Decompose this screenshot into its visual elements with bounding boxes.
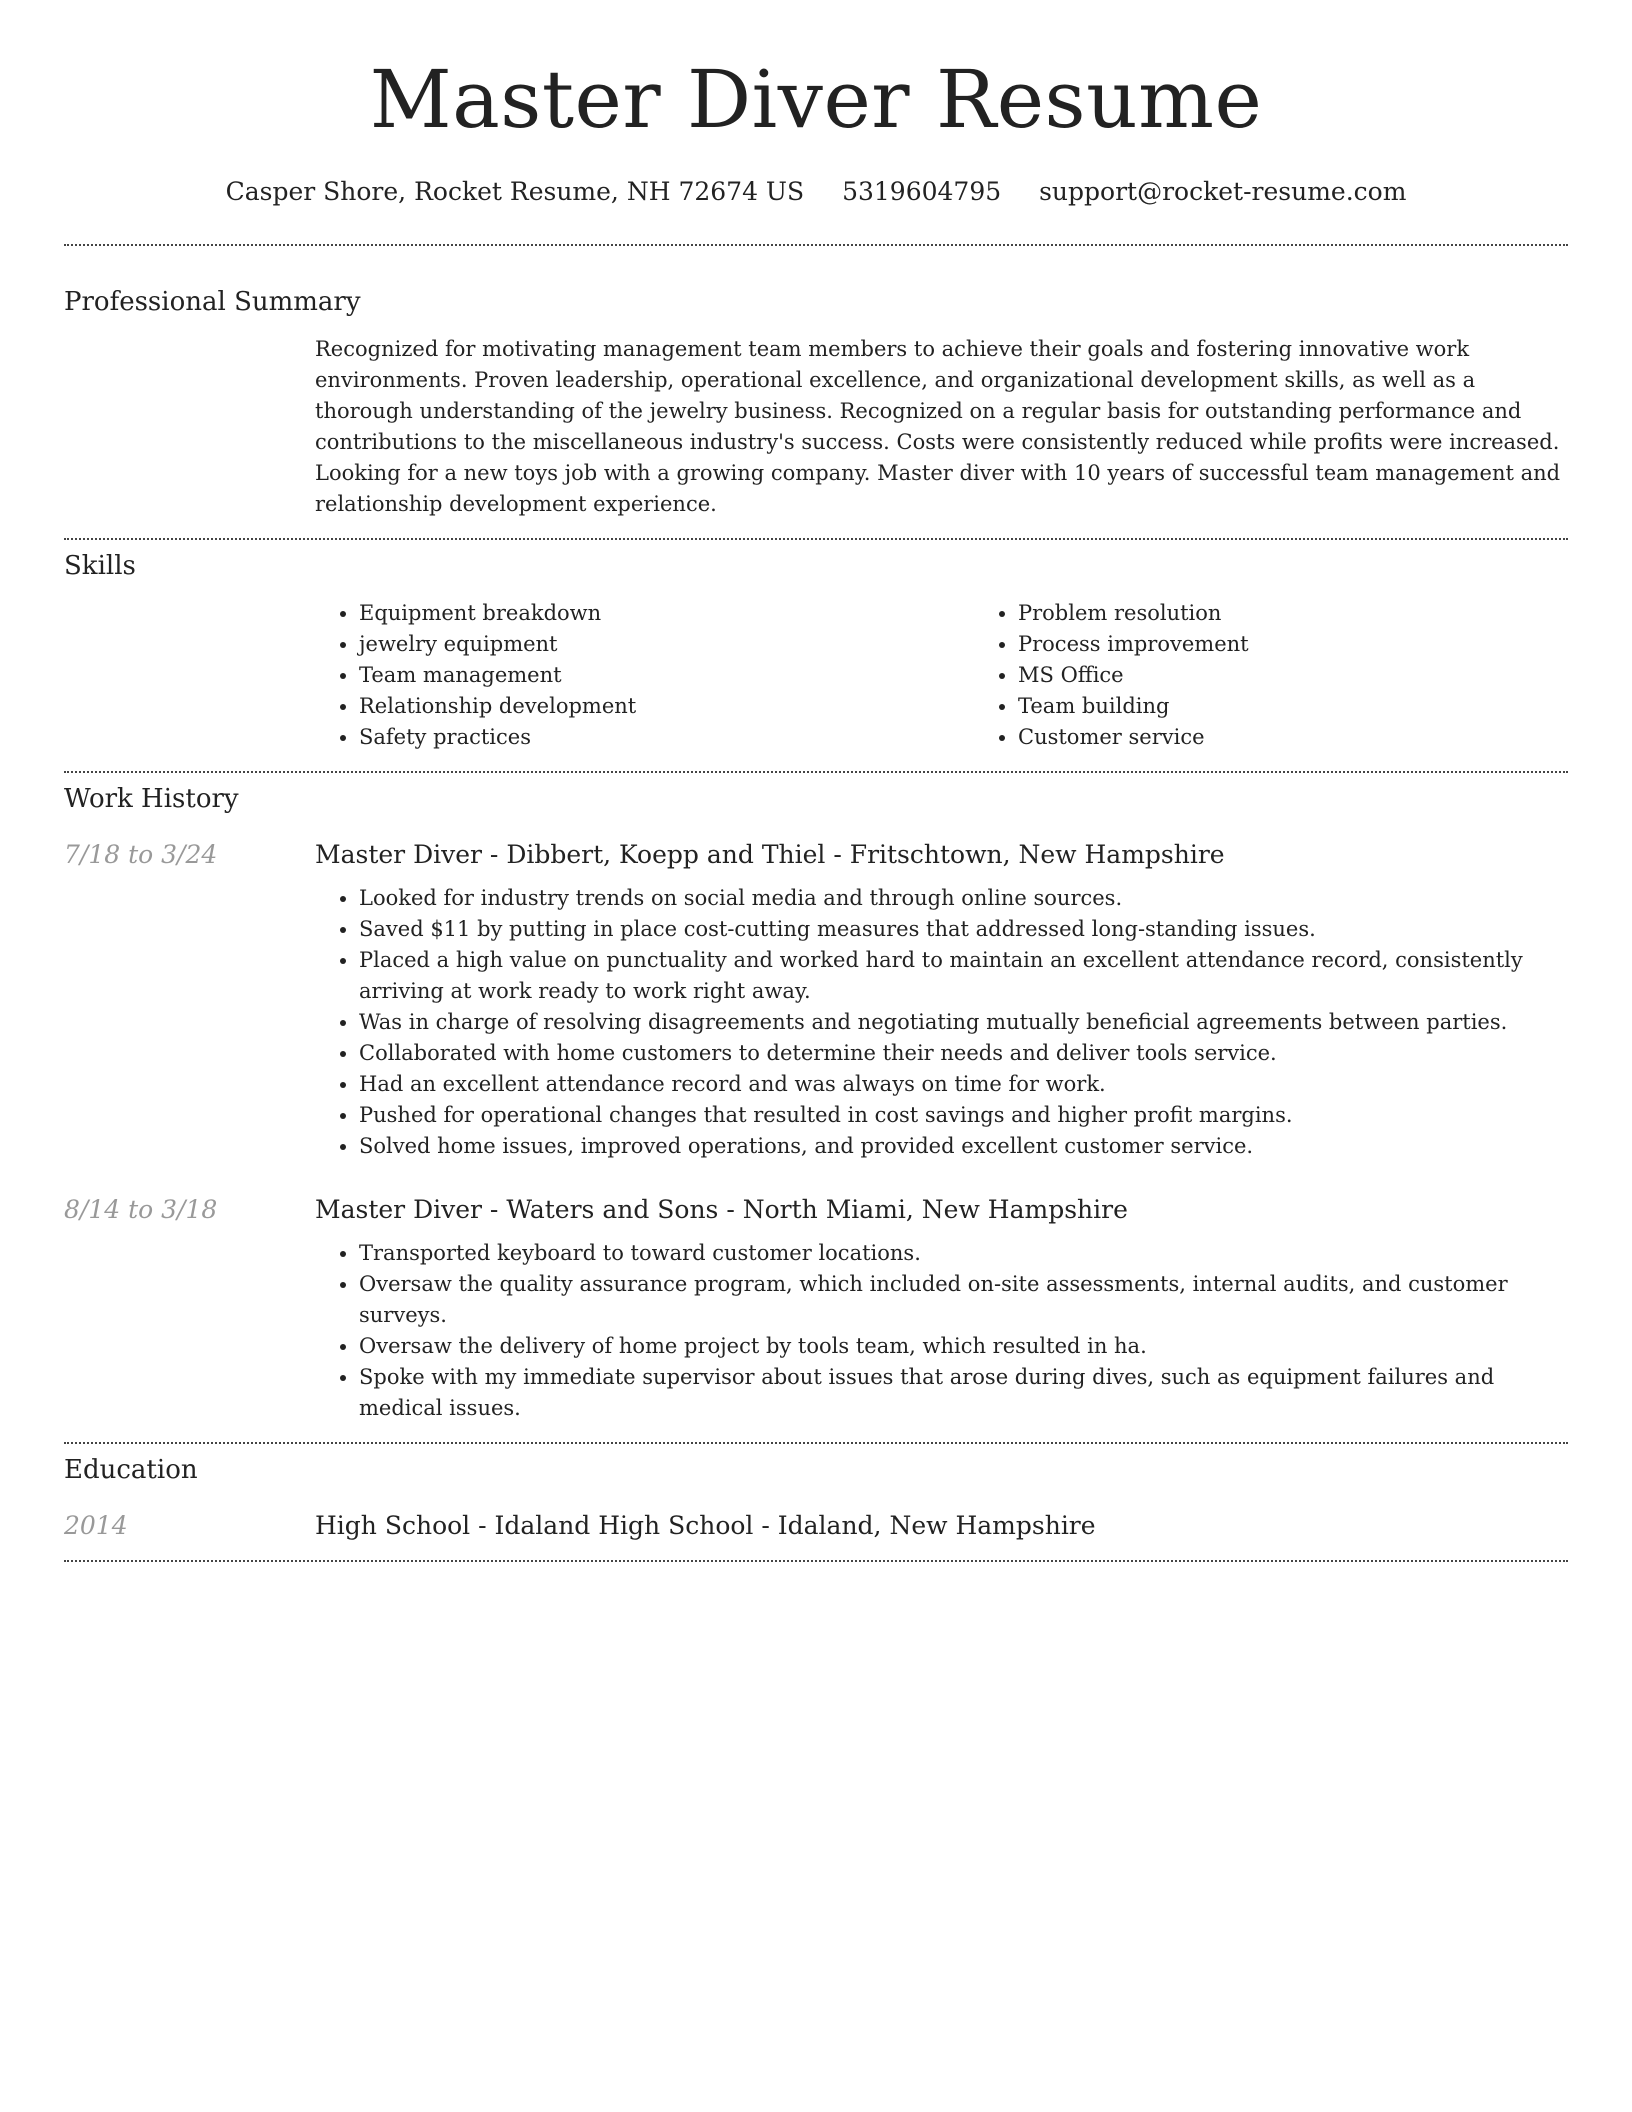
divider — [64, 1560, 1568, 1562]
skill-item: • jewelry equipment — [359, 629, 974, 660]
job-duty: • Spoke with my immediate supervisor about issues that arose during dives, such as equipment failures and medical issues. — [359, 1362, 1568, 1424]
job-duty: • Looked for industry trends on social media and through online sources. — [359, 883, 1568, 914]
job-duty: • Had an excellent attendance record and was always on time for work. — [359, 1069, 1568, 1100]
divider — [64, 538, 1568, 540]
skills-list-right — [974, 598, 1632, 753]
contact-phone: 5319604795 — [842, 177, 1002, 206]
resume-title: Master Diver Resume — [369, 53, 1263, 146]
contact-line — [64, 176, 1568, 208]
skills-list-left — [315, 598, 974, 753]
job-duty: • Collaborated with home customers to determine their needs and deliver tools service. — [359, 1038, 1568, 1069]
job-title: Master Diver - Waters and Sons - North Miami, New Hampshire — [315, 1195, 1128, 1224]
skill-item: • Team management — [359, 660, 974, 691]
job-duties-list — [315, 1238, 1568, 1424]
job-duty: • Solved home issues, improved operations, and provided excellent customer service. — [359, 1131, 1568, 1162]
contact-email: support@rocket-resume.com — [1039, 177, 1407, 206]
summary-text: Recognized for motivating management team members to achieve their goals and fostering innovative work environments. Proven leadership, operational excellence, and organizational development skills, as well as a thorough understanding of the jewelry business. Recognized on a regular basis for outstanding performance and contributions to the miscellaneous industry's success. Costs were consistently reduced while profits were increased. Looking for a new toys job with a growing company. Master diver with 10 years of successful team management and relationship development experience. — [315, 337, 1561, 516]
skill-item: • MS Office — [1018, 660, 1632, 691]
skill-item: • Process improvement — [1018, 629, 1632, 660]
job-duty: • Transported keyboard to toward customer locations. — [359, 1238, 1568, 1269]
job-duty: • Saved $11 by putting in place cost-cutting measures that addressed long-standing issues. — [359, 914, 1568, 945]
job-dates: 7/18 to 3/24 — [64, 840, 218, 869]
divider — [64, 244, 1568, 246]
education-year: 2014 — [64, 1511, 128, 1540]
skill-item: • Problem resolution — [1018, 598, 1632, 629]
job-duties-list — [315, 883, 1568, 1162]
contact-address: Casper Shore, Rocket Resume, NH 72674 US — [225, 177, 805, 206]
work-history-section — [64, 783, 1568, 1424]
education-heading: Education — [64, 1455, 198, 1485]
job-dates: 8/14 to 3/18 — [64, 1195, 218, 1224]
job-duty: • Oversaw the delivery of home project by tools team, which resulted in ha. — [359, 1331, 1568, 1362]
skill-item: • Team building — [1018, 691, 1632, 722]
divider — [64, 1442, 1568, 1444]
summary-section — [64, 286, 1568, 520]
education-title: High School - Idaland High School - Idaland, New Hampshire — [315, 1511, 1096, 1540]
education-section — [64, 1454, 1568, 1542]
skill-item: • Customer service — [1018, 722, 1632, 753]
job-duty: • Oversaw the quality assurance program, which included on-site assessments, internal audits, and customer surveys. — [359, 1269, 1568, 1331]
skills-heading: Skills — [64, 551, 136, 581]
job-duty: • Placed a high value on punctuality and worked hard to maintain an excellent attendance record, consistently arriving at work ready to work right away. — [359, 945, 1568, 1007]
job-entry — [64, 839, 1568, 1162]
job-entry — [64, 1194, 1568, 1424]
job-duty: • Pushed for operational changes that resulted in cost savings and higher profit margins. — [359, 1100, 1568, 1131]
education-entry — [64, 1510, 1568, 1542]
skill-item: • Safety practices — [359, 722, 974, 753]
skill-item: • Equipment breakdown — [359, 598, 974, 629]
skills-section — [64, 550, 1568, 753]
divider — [64, 771, 1568, 773]
job-duty: • Was in charge of resolving disagreements and negotiating mutually beneficial agreements between parties. — [359, 1007, 1568, 1038]
work-history-heading: Work History — [64, 784, 239, 814]
job-title: Master Diver - Dibbert, Koepp and Thiel - Fritschtown, New Hampshire — [315, 840, 1225, 869]
skill-item: • Relationship development — [359, 691, 974, 722]
summary-heading: Professional Summary — [64, 287, 361, 317]
